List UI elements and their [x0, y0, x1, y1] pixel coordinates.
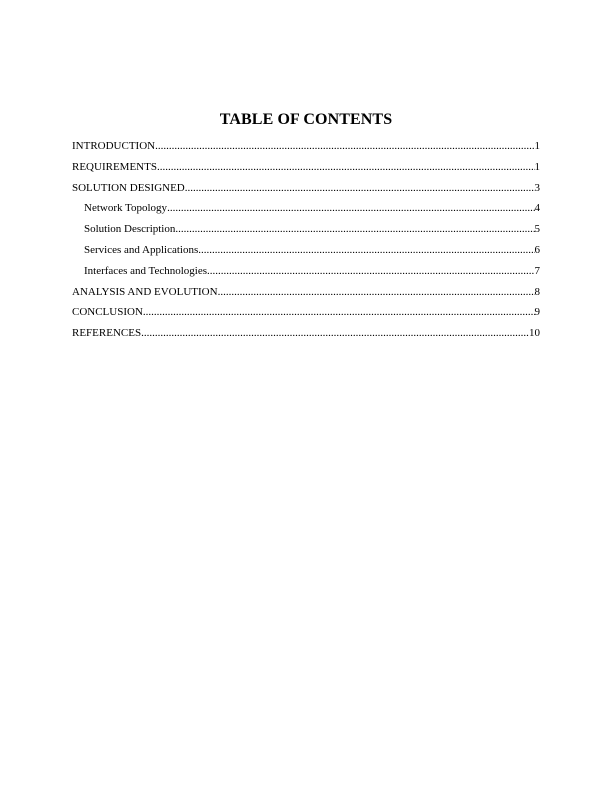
toc-dot-leader — [198, 240, 534, 261]
toc-entry-conclusion[interactable] — [72, 302, 540, 323]
toc-entry-network-topology[interactable] — [72, 198, 540, 219]
toc-entry-references[interactable] — [72, 323, 540, 344]
toc-dot-leader — [143, 302, 535, 323]
toc-entry-label: REQUIREMENTS — [72, 160, 157, 173]
toc-dot-leader — [185, 178, 535, 199]
toc-title: TABLE OF CONTENTS — [219, 111, 393, 128]
toc-entry-label: Network Topology — [84, 202, 168, 215]
toc-entry-services-and-applications[interactable] — [72, 240, 540, 261]
toc-page-number: 5 — [534, 223, 540, 236]
toc-page-number: 3 — [534, 181, 540, 194]
toc-dot-leader — [167, 198, 534, 219]
toc-page-number: 4 — [534, 202, 540, 215]
toc-page-number: 9 — [534, 306, 540, 319]
toc-dot-leader — [207, 261, 534, 282]
toc-entry-requirements[interactable] — [72, 157, 540, 178]
toc-dot-leader — [155, 136, 534, 157]
toc-entry-label: Interfaces and Technologies — [84, 264, 208, 277]
toc-page-number: 6 — [534, 243, 540, 256]
toc-entry-label: CONCLUSION — [72, 306, 143, 319]
toc-entry-label: SOLUTION DESIGNED — [72, 181, 185, 194]
toc-page-number: 10 — [529, 327, 540, 340]
toc-page-number: 1 — [534, 140, 540, 152]
toc-entry-label: INTRODUCTION — [72, 140, 156, 152]
toc-page-number: 8 — [534, 285, 540, 298]
toc-dot-leader — [218, 282, 535, 303]
toc-entry-label: Solution Description — [84, 223, 176, 236]
toc-page-number: 7 — [534, 264, 540, 277]
toc-dot-leader — [175, 219, 534, 240]
toc-entry-analysis-and-evolution[interactable] — [72, 282, 540, 303]
toc-dot-leader — [157, 157, 535, 178]
toc-entry-introduction[interactable] — [72, 136, 540, 157]
toc-page-number: 1 — [534, 160, 540, 173]
toc-list — [72, 136, 540, 344]
toc-entry-interfaces-and-technologies[interactable] — [72, 261, 540, 282]
toc-entry-solution-description[interactable] — [72, 219, 540, 240]
toc-entry-label: Services and Applications — [84, 243, 199, 256]
toc-entry-solution-designed[interactable] — [72, 178, 540, 199]
toc-entry-label: REFERENCES — [72, 327, 142, 340]
toc-entry-label: ANALYSIS AND EVOLUTION — [72, 285, 218, 298]
toc-dot-leader — [141, 323, 529, 344]
